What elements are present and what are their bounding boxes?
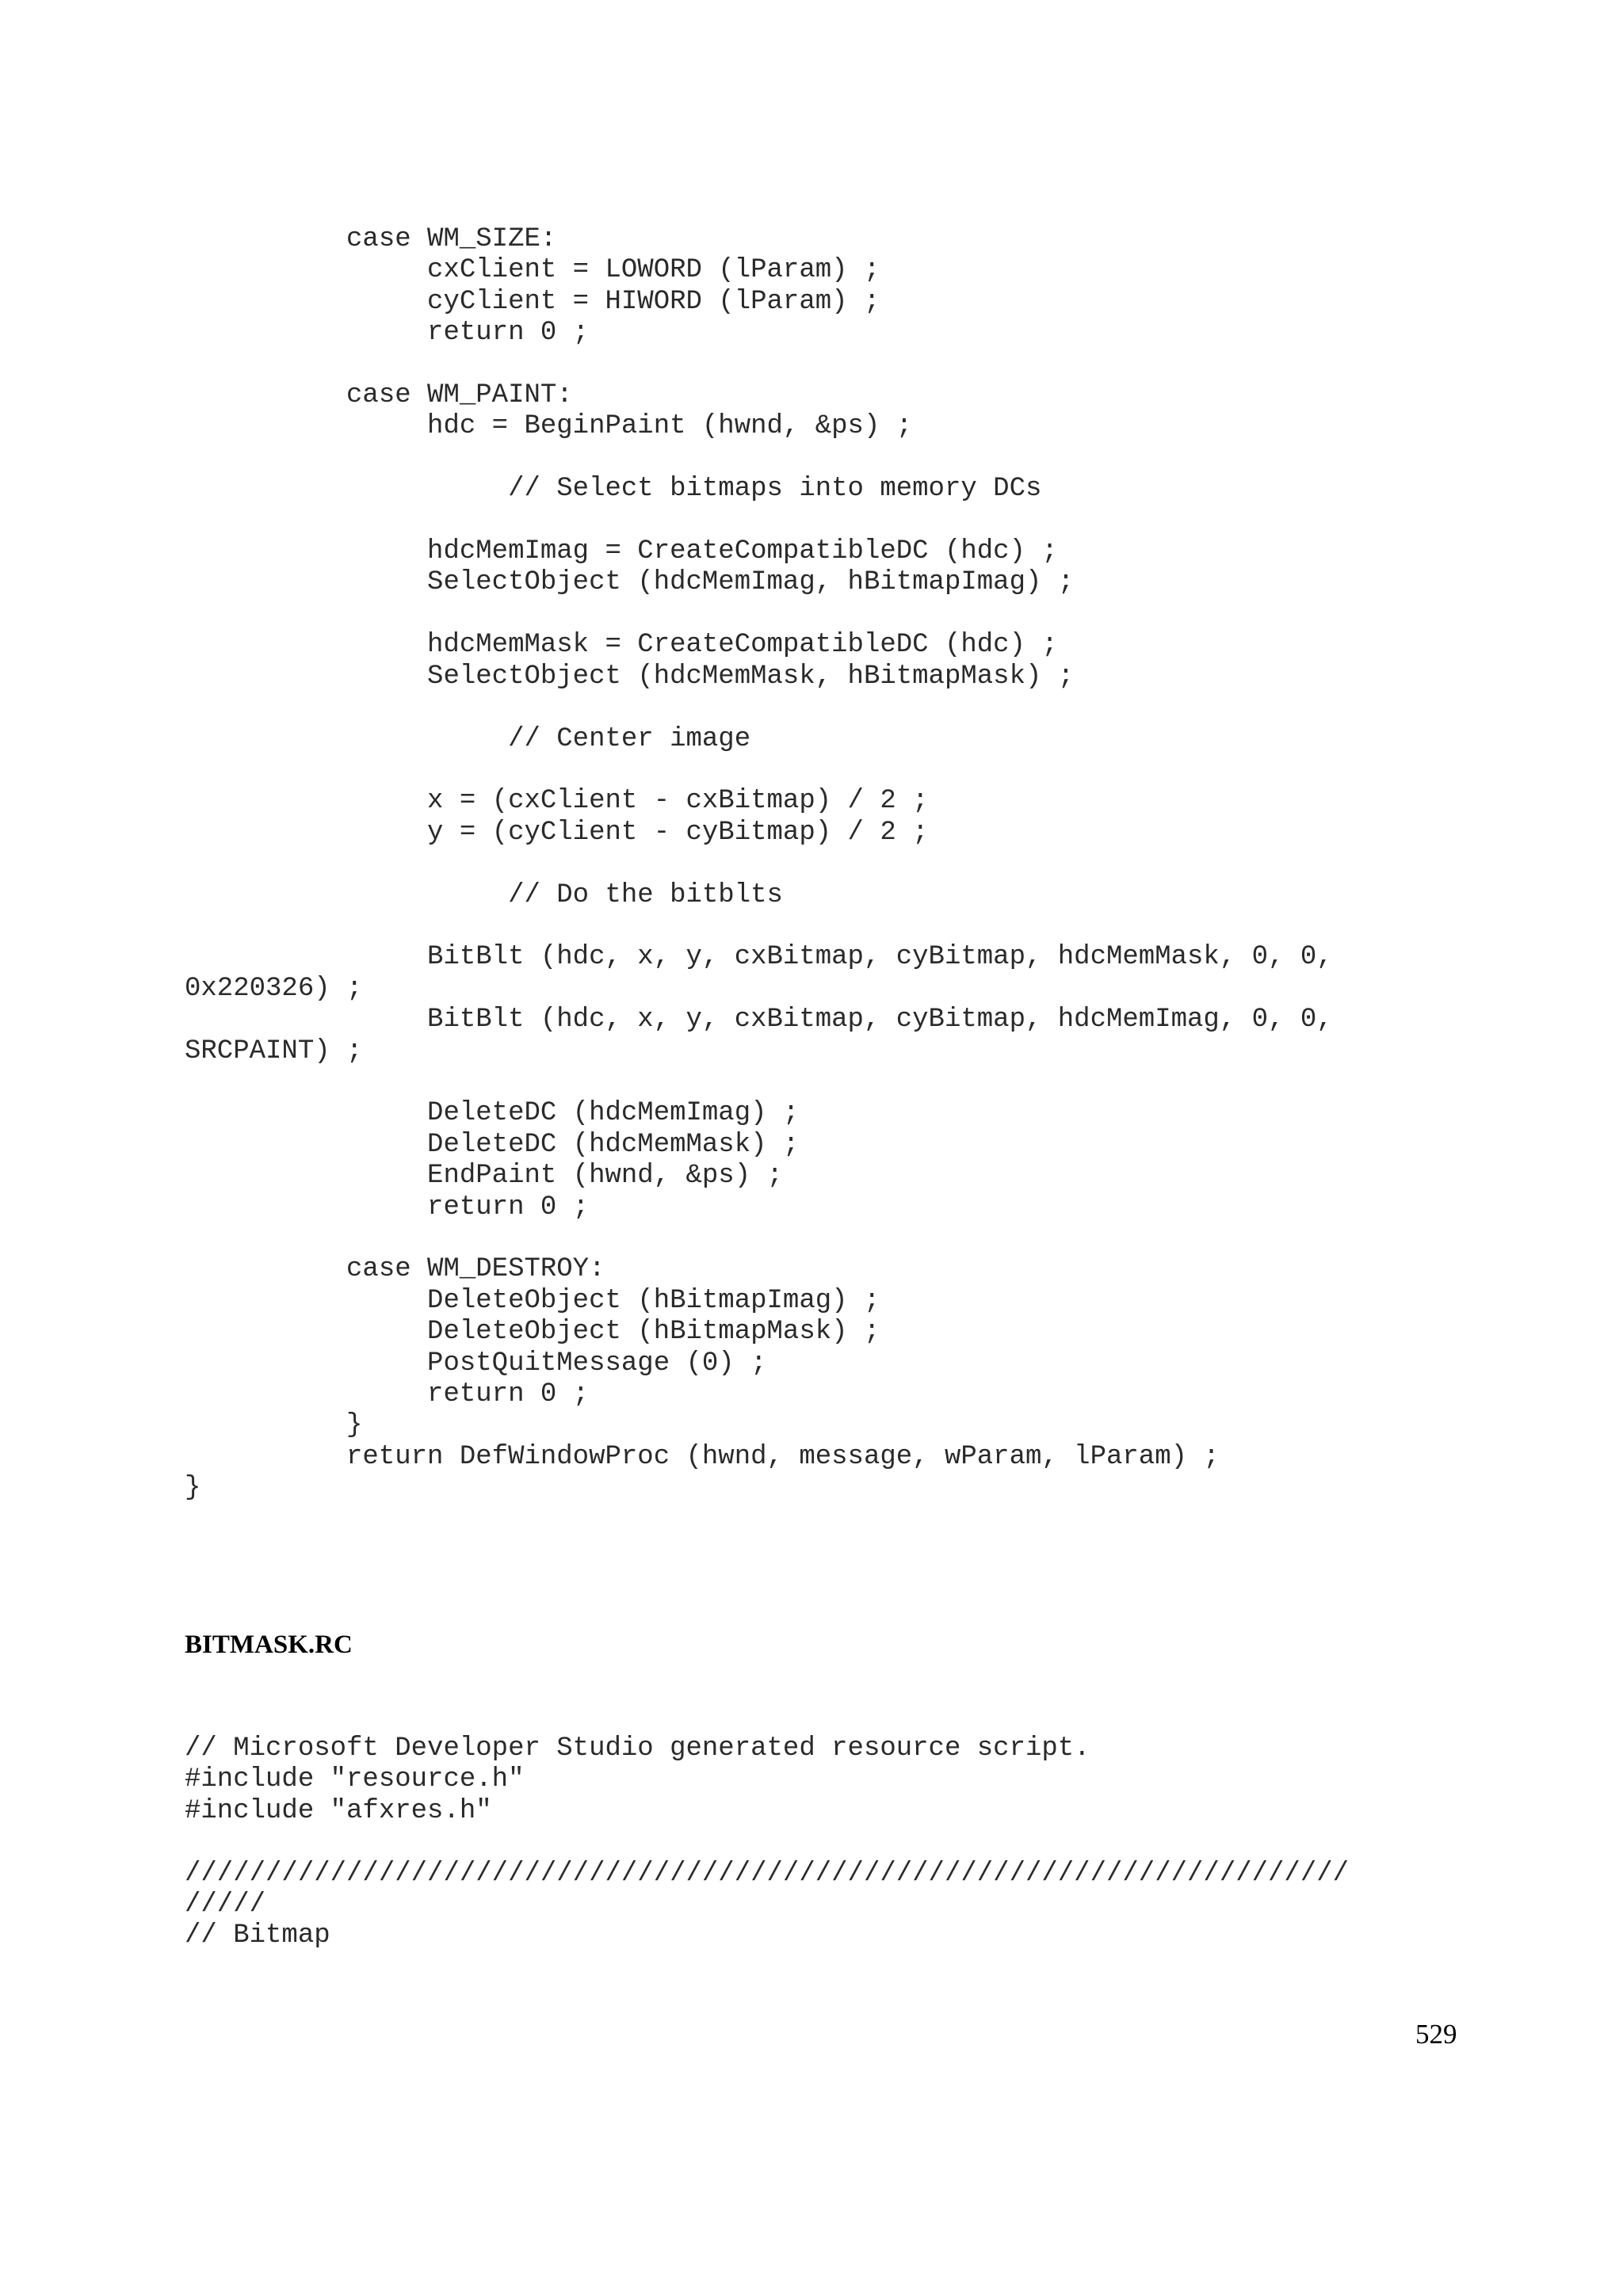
code-line: ///// bbox=[185, 1890, 266, 1920]
code-line: return 0 ; bbox=[185, 1192, 590, 1222]
code-line: SelectObject (hdcMemImag, hBitmapImag) ; bbox=[185, 567, 1075, 598]
code-line: cyClient = HIWORD (lParam) ; bbox=[185, 286, 880, 317]
code-line: return 0 ; bbox=[185, 318, 590, 349]
code-line: } bbox=[185, 1410, 363, 1441]
code-listing-rc bbox=[185, 1733, 1349, 1952]
code-line: // Bitmap bbox=[185, 1920, 330, 1951]
code-line: PostQuitMessage (0) ; bbox=[185, 1348, 767, 1379]
code-line: x = (cxClient - cxBitmap) / 2 ; bbox=[185, 786, 929, 817]
code-line: DeleteDC (hdcMemMask) ; bbox=[185, 1129, 800, 1160]
code-line: case WM_PAINT: bbox=[185, 380, 573, 411]
code-line: case WM_SIZE: bbox=[185, 224, 557, 254]
section-heading: BITMASK.RC bbox=[185, 1630, 353, 1659]
code-line: hdcMemMask = CreateCompatibleDC (hdc) ; bbox=[185, 630, 1058, 661]
code-line: EndPaint (hwnd, &ps) ; bbox=[185, 1161, 783, 1192]
code-line: BitBlt (hdc, x, y, cxBitmap, cyBitmap, hdcMemMask, 0, 0, bbox=[185, 942, 1333, 973]
code-listing-main bbox=[185, 224, 1333, 1505]
code-line: #include "resource.h" bbox=[185, 1764, 525, 1795]
code-line: hdc = BeginPaint (hwnd, &ps) ; bbox=[185, 411, 913, 442]
code-line: cxClient = LOWORD (lParam) ; bbox=[185, 255, 880, 286]
code-line: // Microsoft Developer Studio generated resource script. bbox=[185, 1733, 1090, 1764]
code-line: return 0 ; bbox=[185, 1379, 590, 1410]
page-number: 529 bbox=[1415, 2019, 1457, 2050]
code-line: 0x220326) ; bbox=[185, 973, 363, 1004]
code-line: //////////////////////////////////////////////////////////////////////// bbox=[185, 1858, 1350, 1889]
code-line: // Center image bbox=[185, 723, 751, 754]
code-line: } bbox=[185, 1473, 201, 1504]
code-line: case WM_DESTROY: bbox=[185, 1254, 605, 1285]
code-line: DeleteObject (hBitmapMask) ; bbox=[185, 1317, 880, 1348]
code-line: SRCPAINT) ; bbox=[185, 1035, 363, 1066]
code-line: // Select bitmaps into memory DCs bbox=[185, 474, 1042, 505]
code-line: SelectObject (hdcMemMask, hBitmapMask) ; bbox=[185, 661, 1075, 692]
code-line: DeleteObject (hBitmapImag) ; bbox=[185, 1285, 880, 1316]
code-line: DeleteDC (hdcMemImag) ; bbox=[185, 1098, 800, 1129]
code-line: // Do the bitblts bbox=[185, 879, 783, 910]
code-line: #include "afxres.h" bbox=[185, 1795, 492, 1826]
code-line: y = (cyClient - cyBitmap) / 2 ; bbox=[185, 817, 929, 848]
code-line: hdcMemImag = CreateCompatibleDC (hdc) ; bbox=[185, 536, 1058, 567]
code-line: BitBlt (hdc, x, y, cxBitmap, cyBitmap, hdcMemImag, 0, 0, bbox=[185, 1005, 1333, 1035]
code-line: return DefWindowProc (hwnd, message, wParam, lParam) ; bbox=[185, 1441, 1220, 1472]
